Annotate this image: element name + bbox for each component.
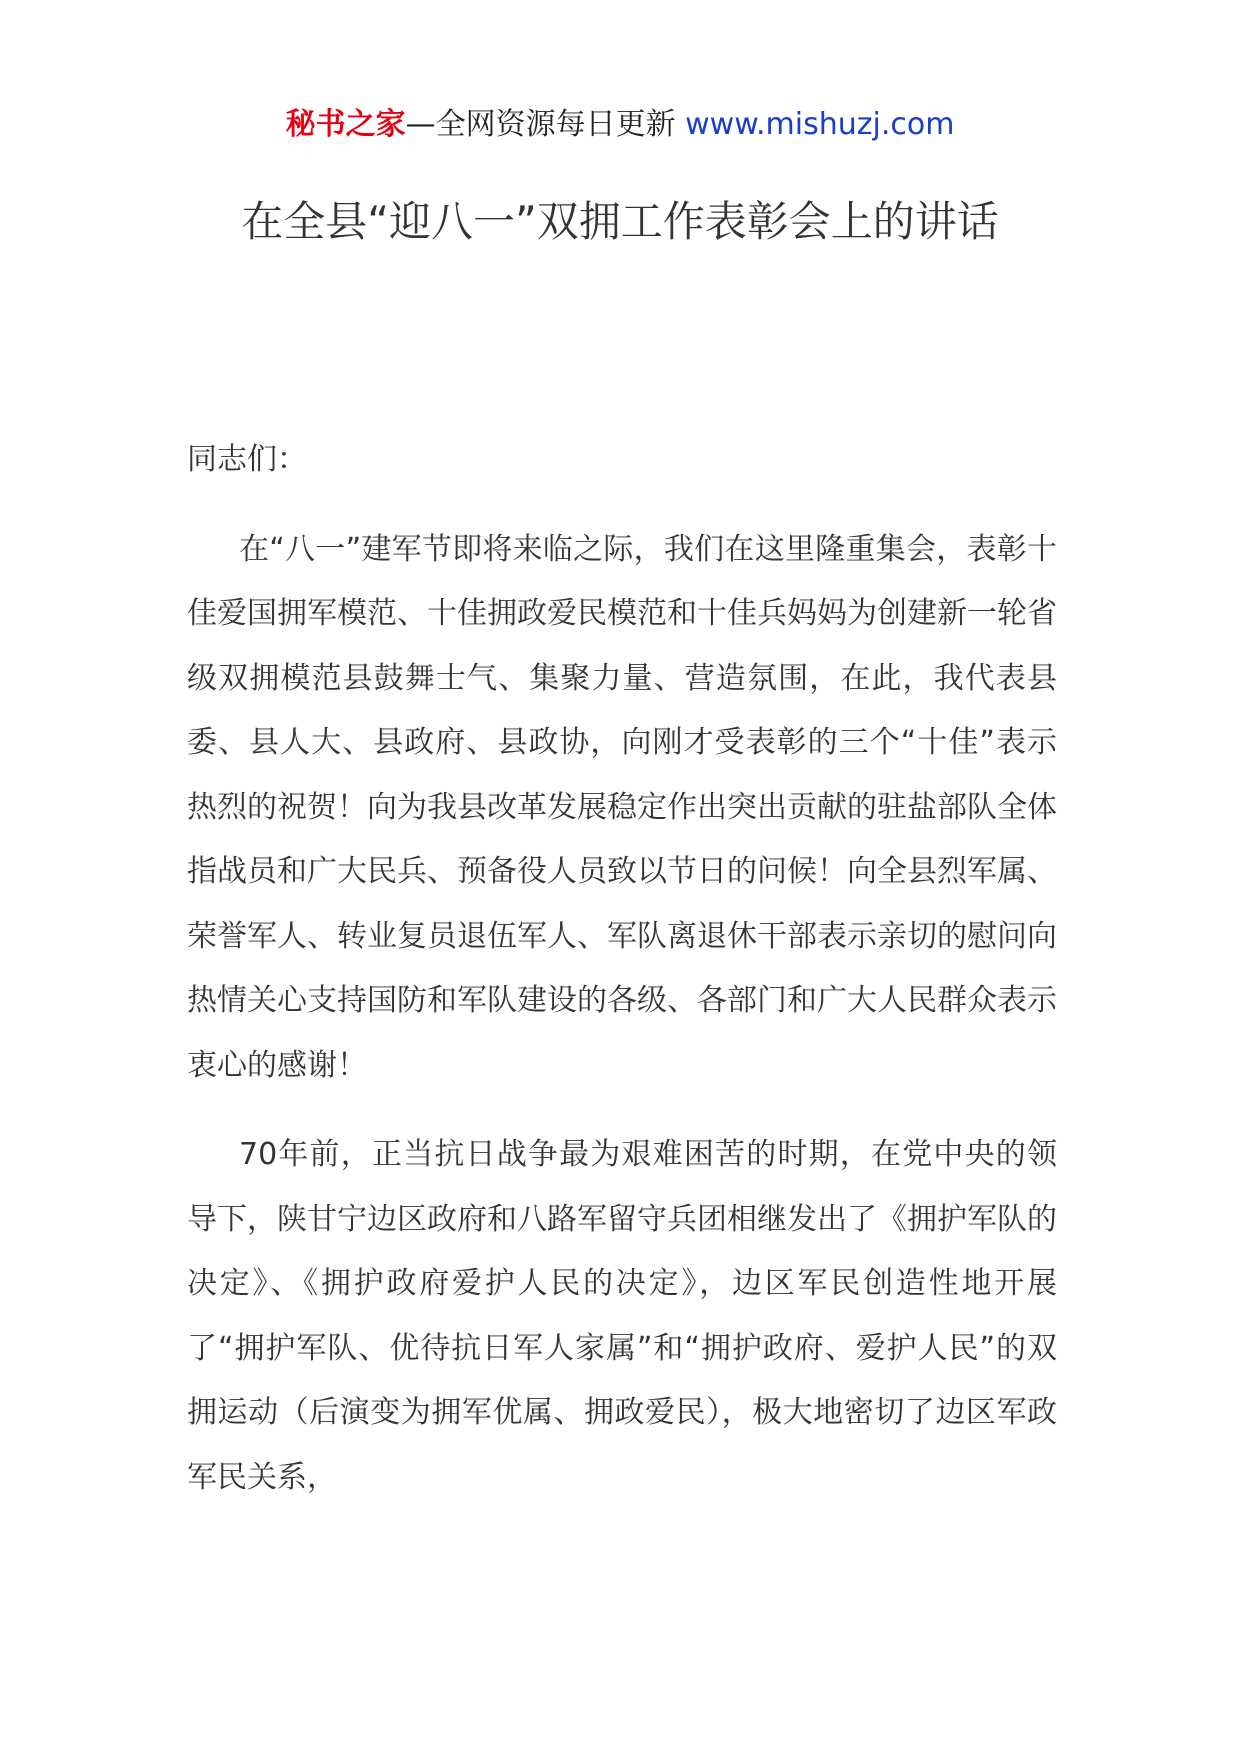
salutation: 同志们： [187,442,307,477]
document-title: 在全县“迎八一”双拥工作表彰会上的讲话 [241,197,999,246]
site-url[interactable]: www.mishuzj.com [685,107,955,142]
paragraph-2: 70年前，正当抗日战争最为艰难困苦的时期，在党中央的领导下，陕甘宁边区政府和八路军留守兵团相继发出了《拥护军队的决定》、《拥护政府爱护人民的决定》，边区军民创造性地开展了“拥护军队、优待抗日军人家属”和“拥护政府、爱护人民”的双拥运动（后演变为拥军优属、拥政爱民），极大地密切了边区军政军民关系， [187,1137,1057,1495]
brand-name: 秘书之家 [285,107,406,142]
paragraph-1: 在“八一”建军节即将来临之际，我们在这里隆重集会，表彰十佳爱国拥军模范、十佳拥政爱民模范和十佳兵妈妈为创建新一轮省级双拥模范县鼓舞士气、集聚力量、营造氛围，在此，我代表县委、县人大、县政府、县政协，向刚才受表彰的三个“十佳”表示热烈的祝贺！向为我县改革发展稳定作出突出贡献的驻盐部队全体指战员和广大民兵、预备役人员致以节日的问候！向全县烈军属、荣誉军人、转业复员退伍军人、军队离退休干部表示亲切的慰问向热情关心支持国防和军队建设的各级、各部门和广大人民群众表示衷心的感谢！ [187,531,1057,1083]
site-header [0,103,1240,147]
header-tagline: —全网资源每日更新 [405,107,676,142]
document-body [187,428,1057,1535]
